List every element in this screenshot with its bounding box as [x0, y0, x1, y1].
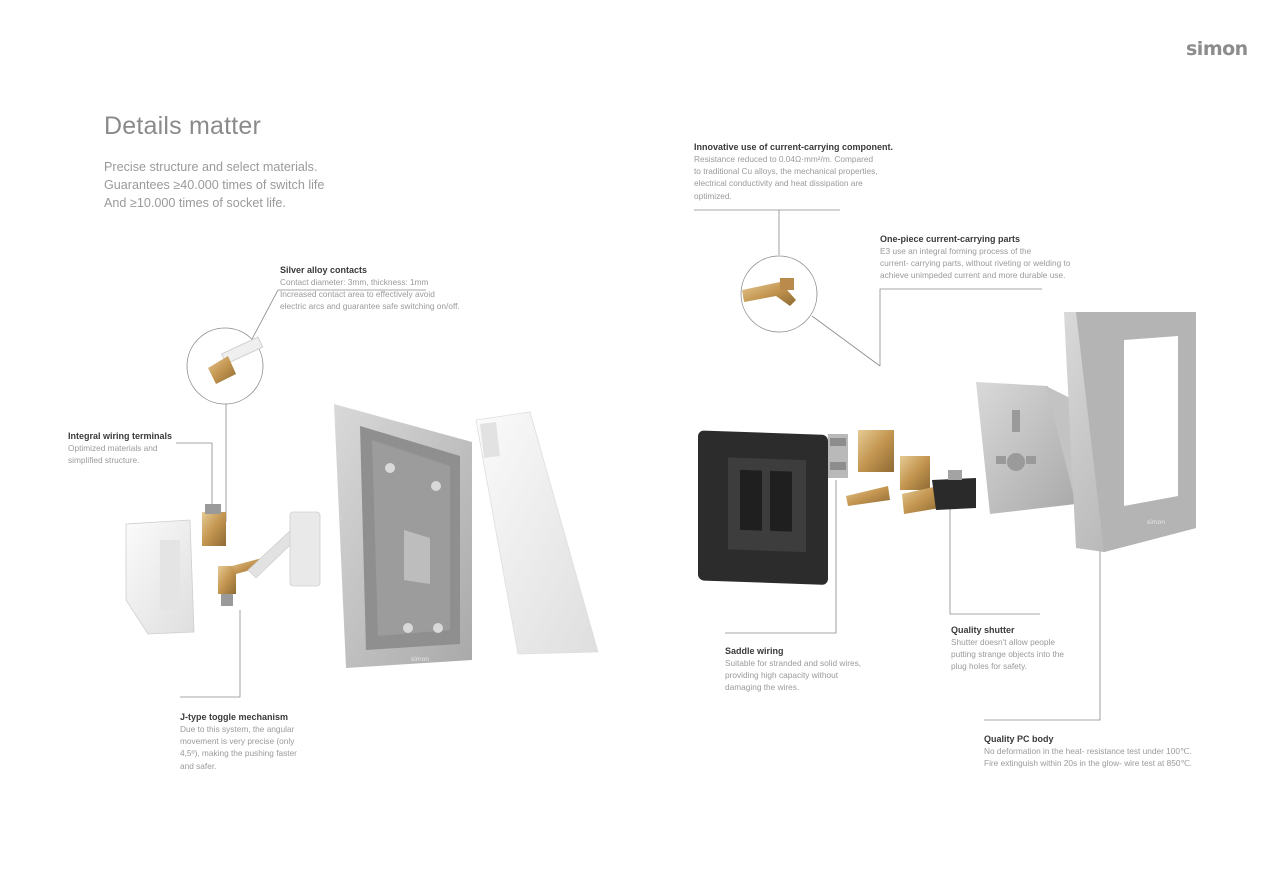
- callout-line: Suitable for stranded and solid wires,: [725, 658, 862, 668]
- callout-line: simplified structure.: [68, 455, 140, 466]
- callout-heading: J-type toggle mechanism: [180, 712, 289, 722]
- callout-wiring-terminals: [68, 430, 172, 466]
- callout-line: current- carrying parts, without riveting or welding to: [880, 258, 1071, 269]
- callout-heading: Quality shutter: [951, 625, 1015, 635]
- leader-line: [950, 506, 1040, 614]
- callout-line: putting strange objects into the: [951, 649, 1065, 660]
- brand-logo: simon: [1186, 38, 1248, 60]
- subtitle-line: Guarantees ≥40.000 times of switch life: [104, 178, 325, 192]
- callout-line: plug holes for safety.: [951, 661, 1027, 672]
- subtitle-line: And ≥10.000 times of socket life.: [104, 196, 286, 210]
- callout-heading: Integral wiring terminals: [68, 431, 173, 441]
- callout-one-piece-parts: [880, 233, 1070, 282]
- callout-innovative-component: [694, 141, 893, 202]
- callout-quality-shutter: [951, 624, 1064, 673]
- page-title: Details matter: [104, 112, 262, 140]
- leader-line: [252, 290, 278, 339]
- callout-line: Contact diameter: 3mm, thickness: 1mm: [280, 277, 429, 287]
- callout-j-type-toggle: [180, 711, 297, 772]
- callout-line: Resistance reduced to 0.04Ω·mm²/m. Compared: [694, 154, 874, 164]
- switch-exploded-view: [126, 404, 598, 668]
- leader-line: [176, 443, 212, 512]
- subtitle-line: Precise structure and select materials.: [104, 160, 318, 174]
- callout-line: optimized.: [694, 190, 732, 201]
- callout-line: Optimized materials and: [68, 443, 158, 453]
- callout-heading: Saddle wiring: [725, 646, 784, 656]
- callout-line: electrical conductivity and heat dissipation are: [694, 178, 863, 189]
- callout-heading: One-piece current-carrying parts: [880, 234, 1021, 244]
- callout-line: providing high capacity without: [725, 670, 838, 681]
- callout-line: damaging the wires.: [725, 682, 800, 693]
- callout-line: E3 use an integral forming process of the: [880, 246, 1032, 256]
- callout-line: achieve unimpeded current and more durable use.: [880, 270, 1066, 281]
- callout-heading: Silver alloy contacts: [280, 265, 368, 275]
- callout-heading: Innovative use of current-carrying component.: [694, 142, 894, 152]
- callout-line: Due to this system, the angular: [180, 724, 295, 734]
- callout-silver-alloy: [280, 264, 460, 313]
- socket-exploded-view: [698, 312, 1196, 585]
- plate-logo: simon: [410, 656, 430, 663]
- callout-line: and safer.: [180, 760, 217, 771]
- callout-line: electric arcs and guarantee safe switching on/off.: [280, 301, 460, 312]
- callout-line: to traditional Cu alloys, the mechanical properties,: [694, 166, 878, 177]
- callout-line: Increased contact area to effectively avoid: [280, 289, 435, 300]
- callout-heading: Quality PC body: [984, 734, 1054, 744]
- frame-logo: simon: [1146, 519, 1166, 526]
- callout-line: movement is very precise (only: [180, 736, 295, 747]
- callout-quality-pc-body: [984, 733, 1192, 769]
- leader-line: [880, 289, 1042, 366]
- leader-line: [812, 316, 880, 366]
- callout-line: No deformation in the heat- resistance test under 100℃.: [984, 746, 1192, 756]
- callout-line: Shutter doesn't allow people: [951, 637, 1055, 647]
- callout-line: Fire extinguish within 20s in the glow- wire test at 850℃.: [984, 758, 1193, 769]
- callout-line: 4,5º), making the pushing faster: [180, 748, 297, 759]
- callout-saddle-wiring: [725, 645, 861, 694]
